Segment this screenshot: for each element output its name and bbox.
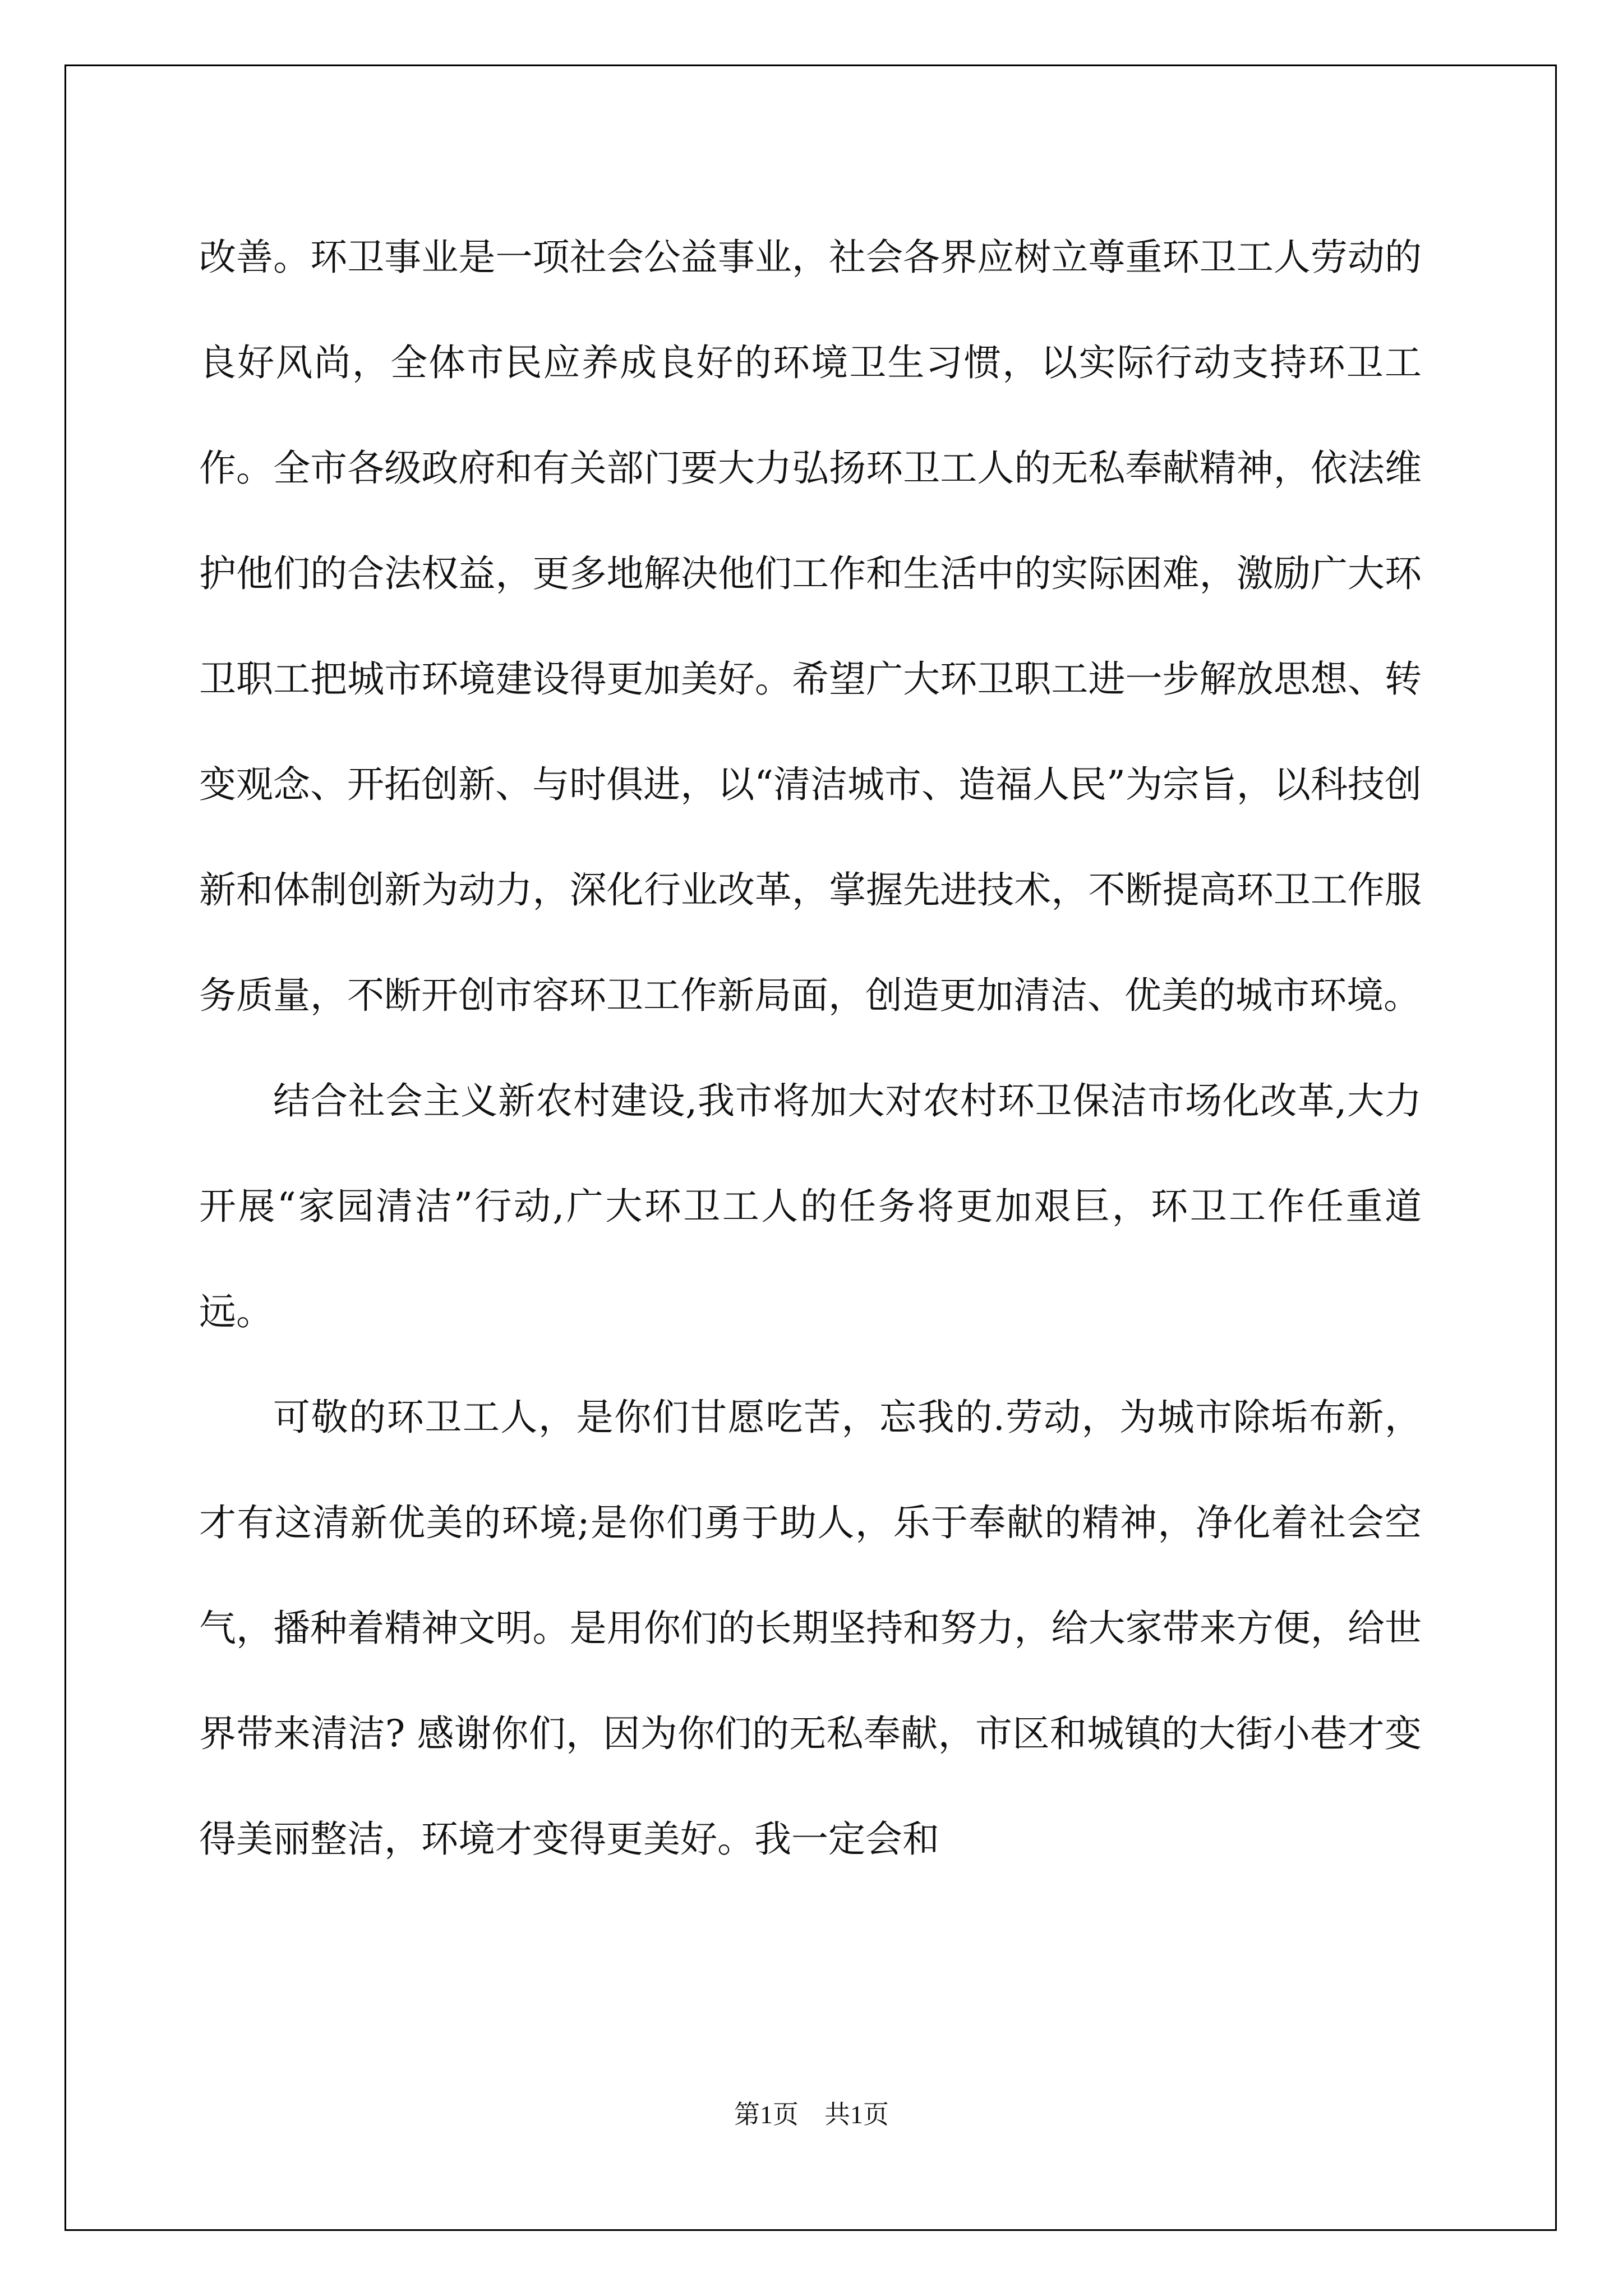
page-footer: 第1页 共1页 <box>734 2100 889 2129</box>
document-body <box>199 205 1422 1892</box>
paragraph-1: 改善。环卫事业是一项社会公益事业，社会各界应树立尊重环卫工人劳动的良好风尚，全体市民应养成良好的环境卫生习惯，以实际行动支持环卫工作。全市各级政府和有关部门要大力弘扬环卫工人的无私奉献精神，依法维护他们的合法权益，更多地解决他们工作和生活中的实际困难，激励广大环卫职工把城市环境建设得更加美好。希望广大环卫职工进一步解放思想、转变观念、开拓创新、与时俱进，以“清洁城市、造福人民”为宗旨，以科技创新和体制创新为动力，深化行业改革，掌握先进技术，不断提高环卫工作服务质量，不断开创市容环卫工作新局面，创造更加清洁、优美的城市环境。 <box>199 236 1422 1017</box>
paragraph-2: 结合社会主义新农村建设,我市将加大对农村环卫保洁市场化改革,大力开展“家园清洁”行动,广大环卫工人的任务将更加艰巨，环卫工作任重道远。 <box>199 1079 1422 1333</box>
paragraph-3: 可敬的环卫工人，是你们甘愿吃苦，忘我的.劳动，为城市除垢布新，才有这清新优美的环境;是你们勇于助人，乐于奉献的精神，净化着社会空气，播种着精神文明。是用你们的长期坚持和努力，给大家带来方便，给世界带来清洁? 感谢你们，因为你们的无私奉献，市区和城镇的大街小巷才变得美丽整洁，环境才变得更美好。我一定会和 <box>199 1396 1422 1861</box>
